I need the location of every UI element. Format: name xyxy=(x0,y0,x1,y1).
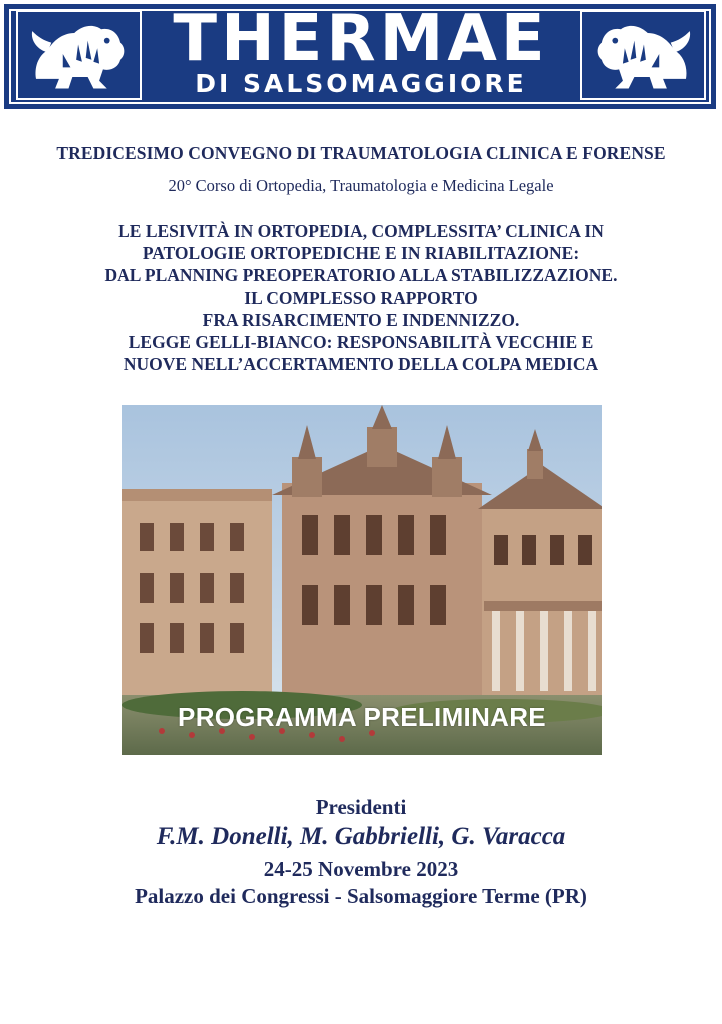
main-title-line: NUOVE NELL’ACCERTAMENTO DELLA COLPA MEDICA xyxy=(123,354,599,375)
lion-emblem-icon xyxy=(16,10,142,100)
course-subtitle: 20° Corso di Ortopedia, Traumatologia e Medicina Legale xyxy=(168,176,554,195)
brand-subtitle: DI SALSOMAGGIORE xyxy=(195,69,527,98)
presidents-label: Presidenti xyxy=(315,795,407,819)
brand-title: THERMAE xyxy=(173,2,549,76)
main-title-line: DAL PLANNING PREOPERATORIO ALLA STABILIZZAZIONE. xyxy=(104,265,618,286)
presidents-names: F.M. Donelli, M. Gabbrielli, G. Varacca xyxy=(156,823,566,850)
palazzo-photo xyxy=(122,405,602,755)
main-title-line: PATOLOGIE ORTOPEDICHE E IN RIABILITAZIONE: xyxy=(142,243,580,264)
main-title-line: FRA RISARCIMENTO E INDENNIZZO. xyxy=(202,309,520,330)
main-title xyxy=(0,220,722,375)
event-dates: 24-25 Novembre 2023 xyxy=(263,857,459,881)
programma-caption: PROGRAMMA PRELIMINARE xyxy=(178,702,546,732)
main-title-line: IL COMPLESSO RAPPORTO xyxy=(244,287,478,308)
conference-title: TREDICESIMO CONVEGNO DI TRAUMATOLOGIA CLINICA E FORENSE xyxy=(56,143,666,163)
event-venue: Palazzo dei Congressi - Salsomaggiore Terme (PR) xyxy=(135,884,587,908)
main-title-line: LE LESIVITÀ IN ORTOPEDIA, COMPLESSITA’ CLINICA IN xyxy=(118,221,604,241)
lion-emblem-icon xyxy=(580,10,706,100)
main-title-line: LEGGE GELLI-BIANCO: RESPONSABILITÀ VECCHIE E xyxy=(128,332,594,353)
header-banner xyxy=(0,0,722,115)
